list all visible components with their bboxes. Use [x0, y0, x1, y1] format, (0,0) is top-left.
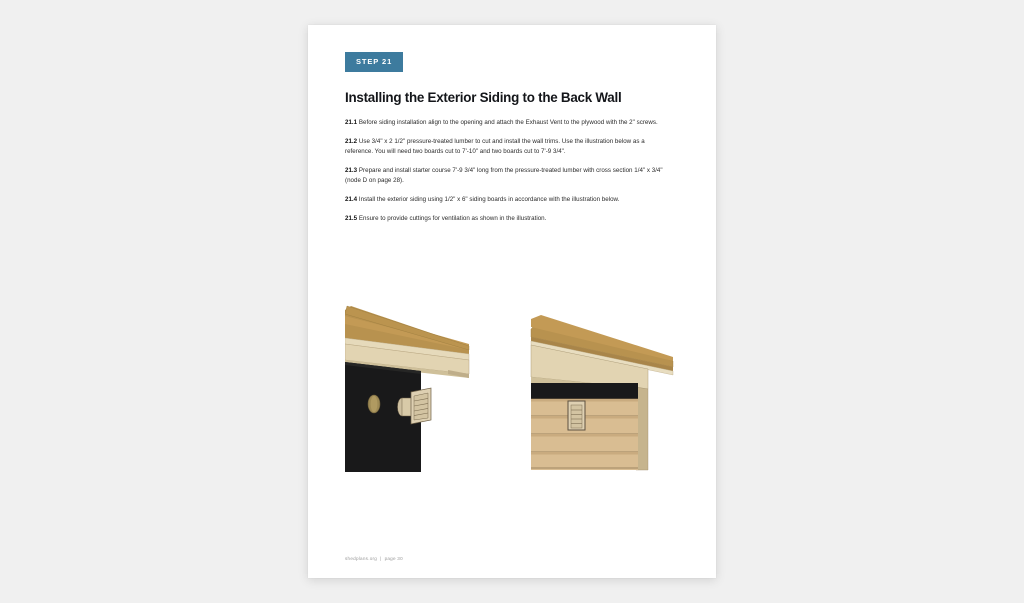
instruction-step — [345, 214, 672, 224]
step-number: 21.1 — [345, 118, 358, 126]
instruction-step — [345, 137, 672, 157]
footer-page-number: page 30 — [384, 556, 403, 561]
step-number: 21.5 — [345, 214, 358, 222]
figure-back-wall-plywood-with-exhaust-vent — [345, 304, 475, 479]
footer-separator: | — [380, 556, 382, 561]
step-number: 21.4 — [345, 195, 358, 203]
step-text: Prepare and install starter course 7'-9 3/4" long from the pressure-treated lumber with cross section 1/4" x 3/4" (node D on page 28). — [345, 166, 663, 184]
vent-louver-area — [571, 405, 582, 428]
step-badge: STEP 21 — [345, 52, 403, 72]
page-footer — [345, 556, 403, 561]
step-text: Before siding installation align to the opening and attach the Exhaust Vent to the plywood with the 2" screws. — [358, 118, 658, 126]
page-content — [345, 41, 679, 561]
step-number: 21.3 — [345, 166, 358, 174]
oval-opening-inner — [371, 396, 378, 412]
siding-board-shadow — [531, 434, 638, 437]
document-page — [308, 25, 716, 578]
footer-site: shedplans.org — [345, 556, 378, 561]
instruction-steps — [345, 118, 679, 224]
back-wall-siding-illustration — [523, 315, 675, 475]
step-number: 21.2 — [345, 137, 358, 145]
ventilation-cutting-band — [531, 383, 638, 399]
figure-back-wall-with-siding-boards-and-vent — [523, 315, 675, 475]
step-text: Install the exterior siding using 1/2" x 6" siding boards in accordance with the illustration below. — [358, 195, 620, 203]
siding-board-shadow — [531, 452, 638, 455]
vent-louver-area — [414, 393, 428, 420]
instruction-step — [345, 195, 672, 205]
step-text: Use 3/4" x 2 1/2" pressure-treated lumber to cut and install the wall trims. Use the illustration below as a reference. You will need two boards cut to 7'-10" and two boards cut to 7'-9 3/4". — [345, 137, 645, 155]
step-text: Ensure to provide cuttings for ventilation as shown in the illustration. — [358, 214, 547, 222]
page-title: Installing the Exterior Siding to the Back Wall — [345, 89, 622, 105]
instruction-step — [345, 166, 672, 186]
illustration-group — [345, 301, 679, 491]
plywood-wall — [345, 362, 421, 472]
instruction-step — [345, 118, 672, 128]
back-wall-plywood-illustration — [345, 304, 475, 479]
